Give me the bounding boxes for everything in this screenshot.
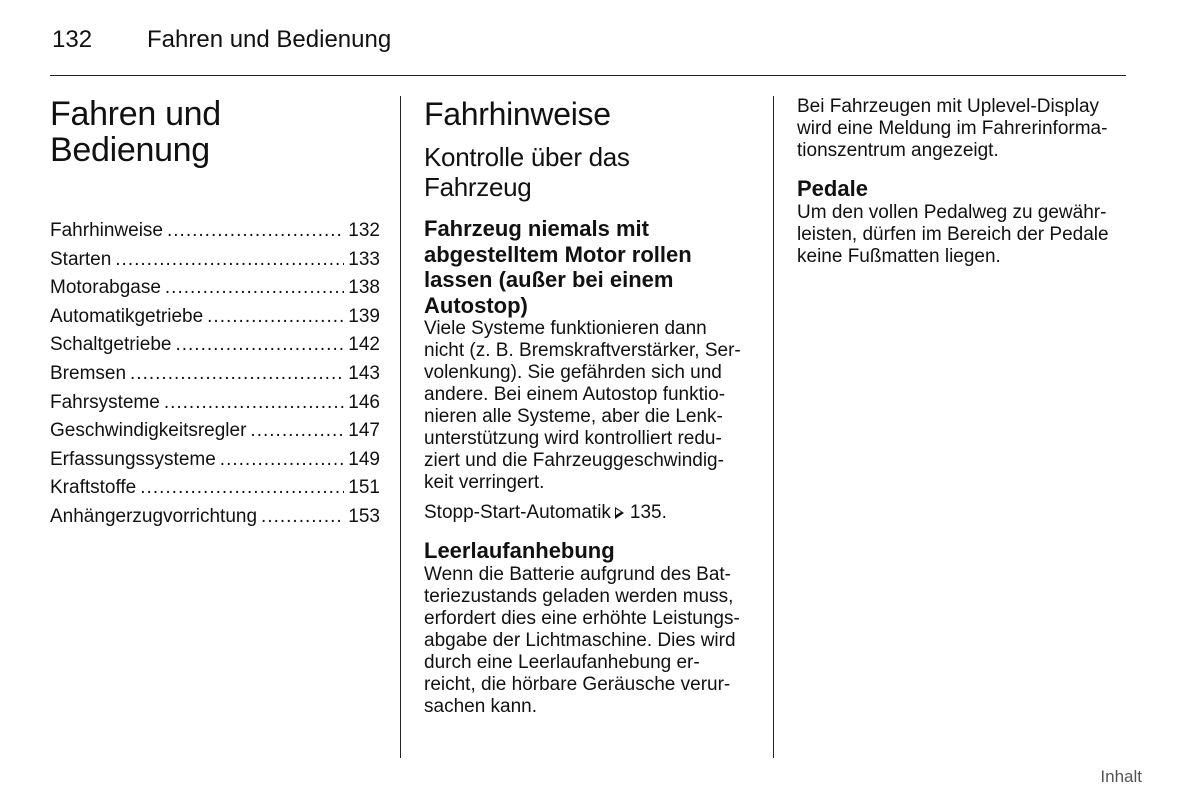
- toc-leader-dots: [261, 506, 344, 528]
- toc-entry-label: Fahrhinweise: [50, 220, 163, 241]
- toc-entry-label: Erfassungssysteme: [50, 448, 216, 470]
- header-rule: [50, 75, 1126, 76]
- text-line: keit verringert.: [424, 472, 545, 493]
- toc-entry-page: 142: [348, 334, 380, 356]
- text-line: sachen kann.: [424, 695, 538, 717]
- toc-entry-label: Anhängerzugvorrichtung: [50, 505, 258, 527]
- paragraph-uplevel-display: [797, 96, 1127, 162]
- column-divider-left: [400, 96, 401, 758]
- text-line: Um den vollen Pedalweg zu gewähr-: [797, 201, 1107, 223]
- text-line: wird eine Meldung im Fahrerinforma-: [797, 118, 1108, 139]
- paragraph-leerlaufanhebung: [424, 564, 756, 718]
- heading-leerlaufanhebung: Leerlaufanhebung: [424, 538, 615, 563]
- toc-leader-dots: [115, 249, 344, 271]
- main-content-column: [424, 92, 756, 718]
- toc-entry[interactable]: [50, 477, 380, 506]
- toc-entry-label: Bremsen: [50, 362, 127, 384]
- toc-entry-page: 147: [348, 420, 380, 442]
- text-line: abgabe der Lichtmaschine. Dies wird: [424, 629, 736, 651]
- toc-entry-label: Kraftstoffe: [50, 477, 137, 499]
- heading-pedale: Pedale: [797, 176, 868, 201]
- text-line: durch eine Leerlaufanhebung er-: [424, 651, 700, 673]
- cross-reference-page: 135.: [629, 502, 667, 523]
- table-of-contents: [50, 220, 380, 535]
- toc-leader-dots: [165, 277, 344, 299]
- heading-line: Fahrzeug niemals mit: [424, 216, 649, 241]
- toc-leader-dots: [175, 334, 344, 356]
- toc-entry-page: 139: [348, 305, 380, 327]
- toc-entry-label: Geschwindigkeitsregler: [50, 420, 247, 442]
- text-line: andere. Bei einem Autostop funktio-: [424, 384, 726, 405]
- text-line: erfordert dies eine erhöhte Leistungs-: [424, 607, 740, 629]
- heading-autostop: [424, 216, 756, 318]
- cross-reference[interactable]: [424, 502, 756, 524]
- text-line: ziert und die Fahrzeuggeschwindig-: [424, 450, 724, 471]
- chapter-toc-column: [50, 92, 380, 535]
- subsection-title: Kontrolle über das Fahrzeug: [424, 142, 630, 202]
- section-title: Fahrhinweise: [424, 96, 611, 132]
- contents-link[interactable]: Inhalt: [1100, 767, 1142, 786]
- chapter-title: Fahren und Bedienung: [50, 95, 221, 169]
- running-header: [52, 26, 391, 54]
- toc-entry-page: 146: [348, 391, 380, 413]
- running-chapter-title: Fahren und Bedienung: [147, 26, 392, 53]
- toc-leader-dots: [167, 220, 344, 242]
- text-line: tionszentrum angezeigt.: [797, 140, 999, 161]
- paragraph-pedale: [797, 202, 1127, 268]
- toc-entry-label: Schaltgetriebe: [50, 334, 172, 356]
- heading-line: lassen (außer bei einem: [424, 267, 674, 292]
- toc-entry-label: Fahrsysteme: [50, 391, 160, 413]
- text-line: Viele Systeme funktionieren dann: [424, 318, 707, 339]
- text-line: volenkung). Sie gefährden sich und: [424, 362, 722, 383]
- toc-entry-page: 151: [348, 477, 380, 499]
- toc-entry[interactable]: [50, 363, 380, 392]
- toc-entry-page: 149: [348, 448, 380, 470]
- toc-entry-label: Automatikgetriebe: [50, 305, 204, 327]
- text-line: nicht (z. B. Bremskraftverstärker, Ser-: [424, 340, 741, 361]
- toc-leader-dots: [250, 420, 344, 442]
- heading-line: Autostop): [424, 292, 528, 318]
- toc-entry-page: 133: [348, 248, 380, 270]
- toc-leader-dots: [130, 363, 344, 385]
- toc-entry[interactable]: [50, 392, 380, 421]
- text-line: nieren alle Systeme, aber die Lenk-: [424, 406, 723, 427]
- text-line: unterstützung wird kontrolliert redu-: [424, 428, 722, 449]
- right-content-column: [797, 92, 1127, 268]
- toc-entry[interactable]: [50, 220, 380, 249]
- paragraph-autostop: [424, 318, 756, 494]
- text-line: keine Fußmatten liegen.: [797, 245, 1001, 267]
- toc-entry[interactable]: [50, 420, 380, 449]
- toc-leader-dots: [207, 306, 344, 328]
- toc-leader-dots: [140, 477, 344, 499]
- toc-entry[interactable]: [50, 506, 380, 535]
- toc-entry-page: 153: [348, 505, 380, 527]
- toc-entry-page: 138: [348, 277, 380, 299]
- toc-leader-dots: [164, 392, 344, 414]
- toc-entry[interactable]: [50, 306, 380, 335]
- toc-entry-page: 143: [348, 362, 380, 384]
- text-line: Bei Fahrzeugen mit Uplevel-Display: [797, 96, 1100, 117]
- text-line: reicht, die hörbare Geräusche verur-: [424, 673, 731, 695]
- toc-entry-page: 132: [348, 220, 380, 241]
- toc-entry[interactable]: [50, 249, 380, 278]
- toc-entry[interactable]: [50, 277, 380, 306]
- text-line: Wenn die Batterie aufgrund des Bat-: [424, 563, 732, 585]
- toc-leader-dots: [220, 449, 345, 471]
- toc-entry-label: Starten: [50, 248, 112, 270]
- text-line: teriezustands geladen werden muss,: [424, 585, 734, 607]
- heading-line: abgestelltem Motor rollen: [424, 241, 692, 267]
- toc-entry[interactable]: [50, 334, 380, 363]
- text-line: leisten, dürfen im Bereich der Pedale: [797, 223, 1109, 245]
- page-reference-arrow-icon: [615, 507, 624, 519]
- page-number: 132: [52, 26, 93, 53]
- column-divider-right: [773, 96, 774, 758]
- toc-entry[interactable]: [50, 449, 380, 478]
- toc-entry-label: Motorabgase: [50, 277, 161, 299]
- cross-reference-label: Stopp-Start-Automatik: [424, 502, 611, 523]
